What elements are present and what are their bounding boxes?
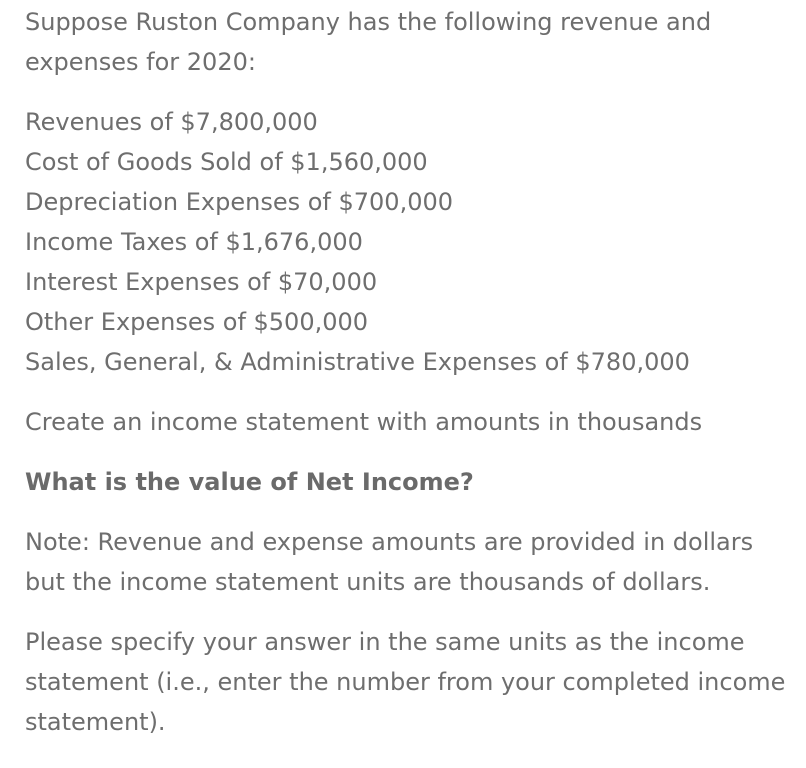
item-cost-of-goods-sold: Cost of Goods Sold of $1,560,000 [25, 148, 428, 176]
item-interest-expenses: Interest Expenses of $70,000 [25, 268, 378, 296]
note-text: Note: Revenue and expense amounts are provided in dollars but the income statement units are thousands of dollars. [25, 528, 754, 596]
financial-items-list [25, 102, 786, 382]
item-depreciation-expenses: Depreciation Expenses of $700,000 [25, 188, 454, 216]
item-sga-expenses: Sales, General, & Administrative Expenses of $780,000 [25, 348, 690, 376]
question-text: What is the value of Net Income? [25, 468, 474, 496]
item-other-expenses: Other Expenses of $500,000 [25, 308, 369, 336]
instruction-text: Create an income statement with amounts in thousands [25, 408, 703, 436]
item-revenues: Revenues of $7,800,000 [25, 108, 318, 136]
intro-text: Suppose Ruston Company has the following revenue and expenses for 2020: [25, 8, 712, 76]
item-income-taxes: Income Taxes of $1,676,000 [25, 228, 363, 256]
answer-instructions-text: Please specify your answer in the same units as the income statement (i.e., enter the number from your completed income statement). [25, 628, 786, 736]
question-page [0, 2, 806, 768]
